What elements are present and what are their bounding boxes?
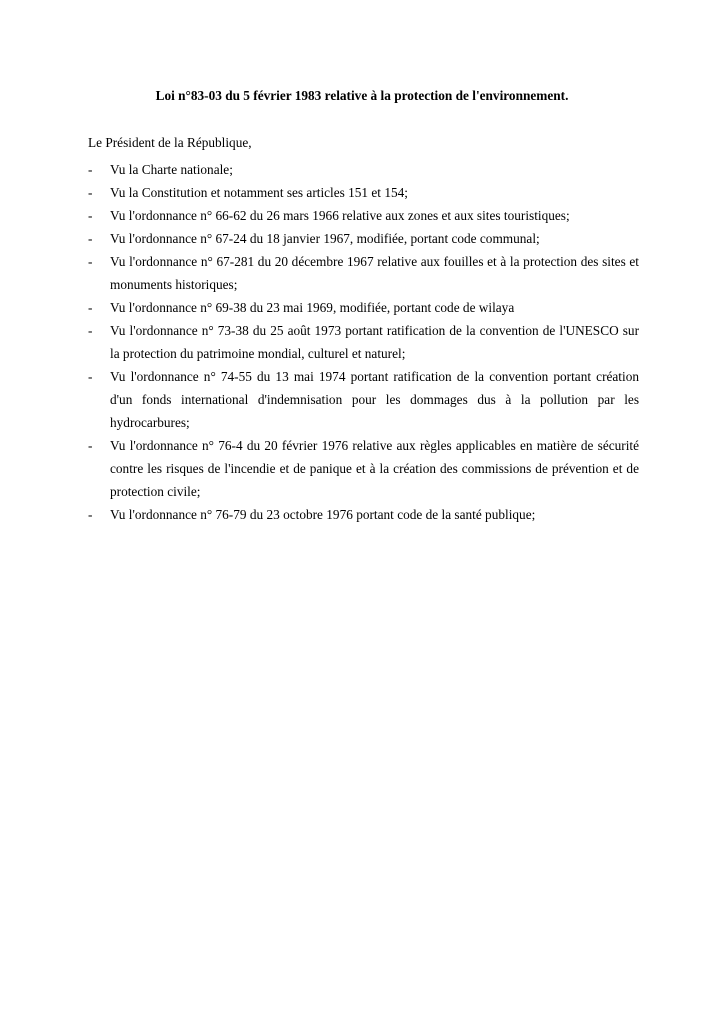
visa-text: Vu l'ordonnance n° 76-4 du 20 février 1976 relative aux règles applicables en matière de sécurité contre les risques de l'incendie et de panique et à la création des commissions de prévention et de protection civile; <box>110 438 639 499</box>
visa-item <box>88 296 639 319</box>
visa-item <box>88 227 639 250</box>
visa-text: Vu l'ordonnance n° 76-79 du 23 octobre 1976 portant code de la santé publique; <box>110 507 536 522</box>
visa-text: Vu la Constitution et notamment ses articles 151 et 154; <box>110 185 408 200</box>
bullet-dash: - <box>88 369 93 384</box>
document-title: Loi n°83-03 du 5 février 1983 relative à la protection de l'environnement. <box>155 88 569 103</box>
visa-item <box>88 204 639 227</box>
bullet-dash: - <box>88 208 93 223</box>
bullet-dash: - <box>88 300 93 315</box>
visa-item <box>88 434 639 503</box>
bullet-dash: - <box>88 162 93 177</box>
visa-item <box>88 250 639 296</box>
bullet-dash: - <box>88 438 93 453</box>
bullet-dash: - <box>88 185 93 200</box>
visa-item <box>88 319 639 365</box>
visa-text: Vu l'ordonnance n° 67-24 du 18 janvier 1967, modifiée, portant code communal; <box>110 231 540 246</box>
bullet-dash: - <box>88 507 93 522</box>
visa-text: Vu l'ordonnance n° 73-38 du 25 août 1973 portant ratification de la convention de l'UNESCO sur la protection du patrimoine mondial, culturel et naturel; <box>110 323 639 361</box>
visa-item <box>88 158 639 181</box>
bullet-dash: - <box>88 231 93 246</box>
visa-text: Vu la Charte nationale; <box>110 162 233 177</box>
visa-list <box>88 158 639 526</box>
visa-item <box>88 181 639 204</box>
preamble: Le Président de la République, <box>88 135 252 150</box>
visa-item <box>88 503 639 526</box>
visa-item <box>88 365 639 434</box>
visa-text: Vu l'ordonnance n° 74-55 du 13 mai 1974 portant ratification de la convention portant création d'un fonds international d'indemnisation pour les dommages dus à la pollution par les hydrocarbures; <box>110 369 639 430</box>
bullet-dash: - <box>88 254 93 269</box>
bullet-dash: - <box>88 323 93 338</box>
visa-text: Vu l'ordonnance n° 67-281 du 20 décembre 1967 relative aux fouilles et à la protection des sites et monuments historiques; <box>110 254 639 292</box>
visa-text: Vu l'ordonnance n° 66-62 du 26 mars 1966 relative aux zones et aux sites touristiques; <box>110 208 570 223</box>
visa-text: Vu l'ordonnance n° 69-38 du 23 mai 1969, modifiée, portant code de wilaya <box>110 300 515 315</box>
